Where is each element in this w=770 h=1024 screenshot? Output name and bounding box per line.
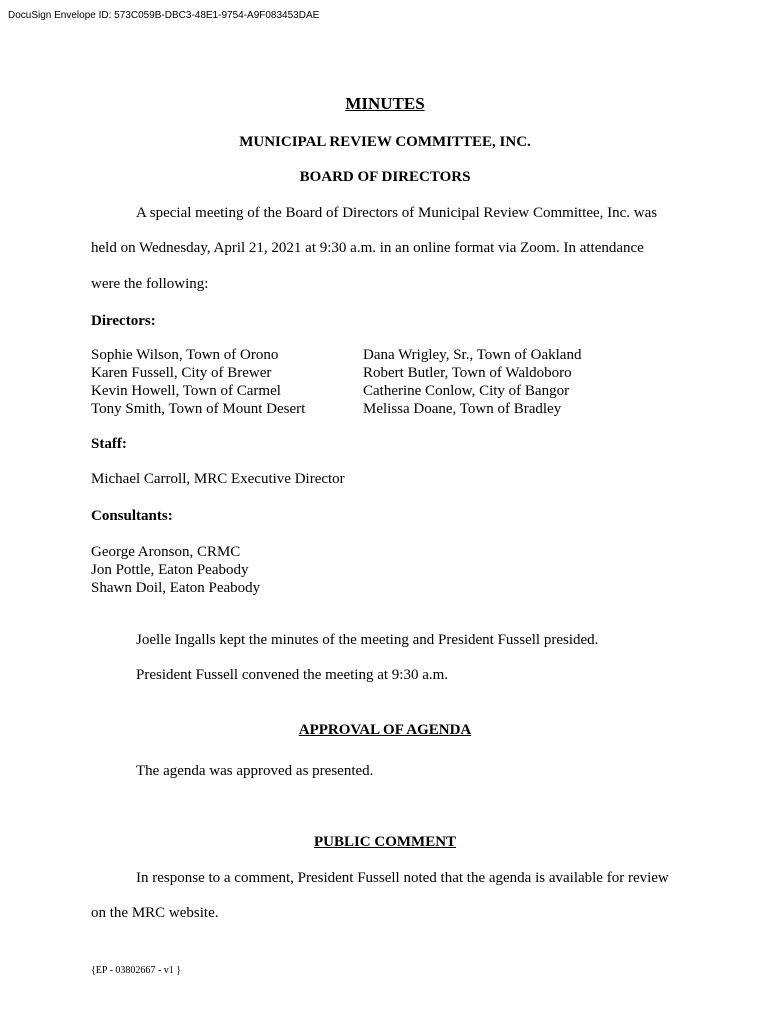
- director-name: Karen Fussell, City of Brewer: [91, 365, 272, 381]
- agenda-text: The agenda was approved as presented.: [136, 763, 374, 779]
- document-footer-id: {EP - 03802667 - v1 }: [91, 965, 182, 976]
- director-name: Catherine Conlow, City of Bangor: [363, 383, 570, 399]
- directors-list-right: [363, 346, 581, 418]
- intro-line-2: held on Wednesday, April 21, 2021 at 9:30 a.m. in an online format via Zoom. In attendance: [91, 240, 644, 256]
- envelope-id: DocuSign Envelope ID: 573C059B-DBC3-48E1-9754-A9F083453DAE: [8, 10, 320, 21]
- intro-line-1: A special meeting of the Board of Directors of Municipal Review Committee, Inc. was: [136, 205, 658, 221]
- directors-heading: Directors:: [91, 313, 156, 329]
- agenda-heading: APPROVAL OF AGENDA: [298, 722, 472, 738]
- convened-note: President Fussell convened the meeting at 9:30 a.m.: [136, 667, 449, 683]
- consultant-name: Shawn Doil, Eaton Peabody: [91, 580, 261, 596]
- director-name: Tony Smith, Town of Mount Desert: [91, 401, 306, 417]
- staff-member: Michael Carroll, MRC Executive Director: [91, 471, 345, 487]
- public-comment-line-2: on the MRC website.: [91, 905, 219, 921]
- consultants-list: [91, 543, 260, 597]
- consultant-name: Jon Pottle, Eaton Peabody: [91, 562, 249, 578]
- organization-name: MUNICIPAL REVIEW COMMITTEE, INC.: [239, 134, 531, 150]
- director-name: Kevin Howell, Town of Carmel: [91, 383, 281, 399]
- public-comment-heading: PUBLIC COMMENT: [313, 834, 457, 850]
- board-heading: BOARD OF DIRECTORS: [299, 169, 471, 185]
- director-name: Dana Wrigley, Sr., Town of Oakland: [363, 347, 582, 363]
- director-name: Sophie Wilson, Town of Orono: [91, 347, 279, 363]
- directors-list-left: [91, 346, 305, 418]
- consultant-name: George Aronson, CRMC: [91, 544, 241, 560]
- document-title: MINUTES: [345, 94, 425, 113]
- consultants-heading: Consultants:: [91, 508, 173, 524]
- staff-heading: Staff:: [91, 436, 127, 452]
- minutes-note: Joelle Ingalls kept the minutes of the meeting and President Fussell presided.: [136, 632, 599, 648]
- director-name: Melissa Doane, Town of Bradley: [363, 401, 562, 417]
- intro-line-3: were the following:: [91, 276, 209, 292]
- director-name: Robert Butler, Town of Waldoboro: [363, 365, 572, 381]
- public-comment-line-1: In response to a comment, President Fussell noted that the agenda is available for review: [136, 870, 669, 886]
